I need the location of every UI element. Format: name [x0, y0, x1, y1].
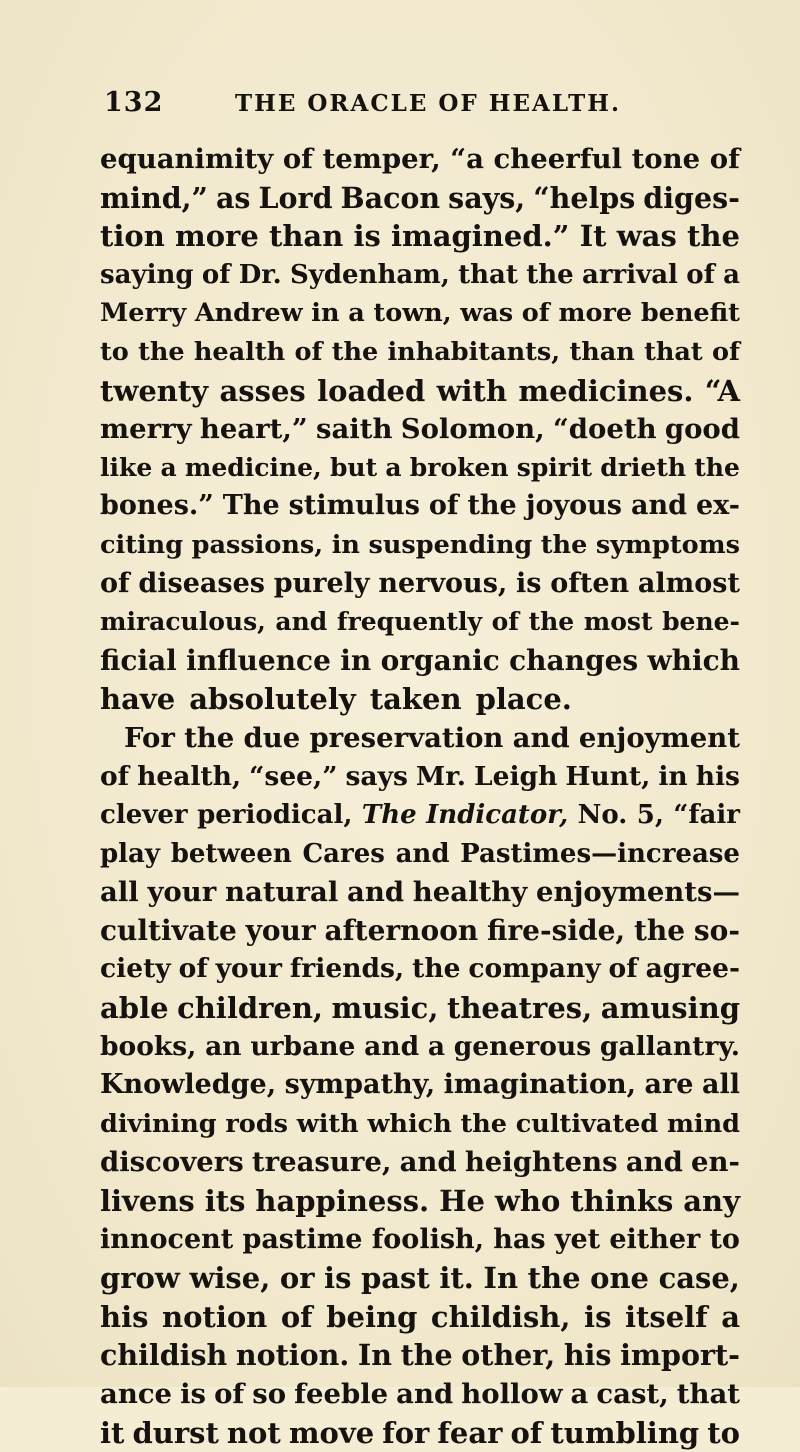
word: the [138, 336, 185, 367]
word: the [467, 490, 517, 522]
word: that [644, 336, 703, 367]
word: inhabitants, [387, 336, 561, 367]
word: play [100, 838, 161, 869]
word: agree- [645, 953, 740, 985]
word: gallantry. [599, 1030, 740, 1062]
word: an [205, 1030, 242, 1062]
word: of [428, 490, 459, 522]
word: medicine, [184, 452, 322, 482]
word: sympathy, [284, 1069, 436, 1101]
word: treasure, [251, 1146, 392, 1179]
word: livens [100, 1184, 195, 1219]
word: imagined.” [391, 219, 570, 254]
word: and [630, 490, 687, 522]
text-line [100, 1105, 740, 1144]
word: suspending [368, 529, 533, 560]
word: diges- [643, 180, 740, 215]
word: tumbling [550, 1415, 700, 1450]
word: notion. [235, 1338, 350, 1373]
text-line [100, 294, 740, 333]
word: his [695, 760, 740, 792]
word: en- [691, 1146, 740, 1179]
word: which [367, 1108, 452, 1139]
word: it [100, 1415, 125, 1450]
word: frequently [336, 607, 482, 637]
word: its [204, 1184, 246, 1219]
word: the [633, 913, 686, 947]
text-line [100, 179, 740, 218]
text-line [100, 217, 740, 256]
word: all [701, 1069, 740, 1101]
word: with [296, 1108, 359, 1139]
word: so- [693, 913, 740, 947]
word: itself [624, 1299, 708, 1334]
word: and [364, 1030, 420, 1062]
text-line [100, 1221, 740, 1260]
word: most [583, 607, 653, 637]
word: or [279, 1261, 315, 1296]
word: Hunt, [565, 760, 651, 792]
word: Dr. [238, 259, 282, 290]
word: “helps [533, 180, 636, 215]
word: the [528, 607, 575, 637]
word: mind [666, 1108, 740, 1139]
word: past [360, 1261, 430, 1296]
word: rods [225, 1108, 289, 1139]
text-line [100, 487, 740, 526]
word: innocent [100, 1223, 234, 1255]
word: who [494, 1184, 561, 1219]
word: tion [100, 219, 165, 254]
word: have [100, 682, 176, 717]
text-line [100, 642, 740, 681]
text-line [100, 565, 740, 604]
word: diseases [138, 567, 265, 599]
word: stimulus [288, 490, 420, 522]
word: to [100, 336, 129, 367]
word: joyous [525, 490, 623, 522]
word: healthy [412, 876, 528, 909]
word: than [569, 336, 635, 367]
word: in [331, 529, 360, 560]
word: “doeth [552, 413, 657, 446]
text-line [100, 140, 740, 179]
word: of [711, 336, 740, 367]
word: of [608, 953, 638, 985]
word: changes [509, 643, 639, 677]
word: equanimity [100, 143, 274, 175]
word: a [723, 259, 740, 290]
word: company [468, 953, 601, 985]
word: Bacon [340, 180, 441, 215]
word: yet [554, 1223, 601, 1255]
text-line [100, 1336, 740, 1375]
word: “fair [673, 800, 740, 831]
word: often [550, 567, 630, 599]
word: other, [461, 1338, 556, 1373]
word: being [326, 1299, 418, 1334]
word: mind,” [100, 180, 208, 215]
word: enjoyment [578, 721, 740, 754]
word: hollow [461, 1378, 563, 1410]
word: Sydenham, [289, 259, 450, 290]
word: a [427, 1030, 446, 1062]
word: childish, [430, 1299, 571, 1334]
word: the [694, 452, 740, 482]
word: in [311, 298, 340, 329]
word: a [385, 452, 402, 482]
text-line [100, 333, 740, 372]
word: the [184, 721, 235, 754]
word: merry [100, 413, 192, 446]
word: fire-side, [487, 913, 626, 947]
text-line [100, 912, 740, 951]
word: of [178, 953, 208, 985]
word: twenty [100, 373, 209, 408]
text-line [100, 1028, 740, 1067]
text-line [100, 1375, 740, 1414]
word: Leigh [473, 760, 558, 792]
word: heart,” [199, 413, 308, 446]
word: purely [273, 567, 370, 599]
word: but [329, 452, 378, 482]
text-line [100, 1182, 740, 1221]
word: happiness. [255, 1184, 430, 1219]
word: spirit [516, 452, 593, 482]
text-line [100, 372, 740, 411]
word: says, [448, 180, 526, 215]
word: that [458, 259, 518, 290]
word: of [100, 567, 130, 599]
text-line [100, 526, 740, 565]
word: theatres, [446, 991, 593, 1026]
word: as [215, 180, 251, 215]
word: saith [316, 413, 393, 446]
word: a [721, 1299, 740, 1334]
word: and [512, 721, 570, 754]
word: pastime [242, 1223, 363, 1255]
word: Lord [258, 180, 333, 215]
word: organic [380, 643, 500, 677]
word: amusing [600, 991, 740, 1026]
word: Indicator, [426, 800, 569, 831]
word: afternoon [324, 913, 479, 947]
word: of [214, 1378, 245, 1410]
word: more [558, 298, 633, 329]
word: grow [100, 1261, 180, 1296]
text-line [100, 410, 740, 449]
text-line [100, 758, 740, 797]
word: a [160, 452, 177, 482]
word: place. [475, 682, 572, 717]
word: enjoyments— [535, 876, 740, 909]
word: the [412, 953, 461, 985]
word: are [644, 1069, 694, 1101]
word: books, [100, 1030, 197, 1062]
word: was [616, 219, 677, 254]
word: health, [137, 760, 242, 792]
word: feeble [294, 1378, 389, 1410]
word: generous [453, 1030, 592, 1062]
word: arrival [581, 259, 678, 290]
word: is [180, 1378, 207, 1410]
word: is [324, 1261, 352, 1296]
word: drieth [600, 452, 687, 482]
word: benefit [640, 298, 740, 329]
word: of [294, 336, 323, 367]
word: says [345, 760, 408, 792]
word: the [540, 529, 588, 560]
word: is [584, 1299, 612, 1334]
running-title: THE ORACLE OF HEALTH. [235, 90, 622, 117]
word: Knowledge, [100, 1069, 277, 1101]
word: saying [100, 259, 194, 290]
word: between [170, 838, 292, 869]
word: like [100, 452, 153, 482]
word: “A [704, 373, 740, 408]
word: for [382, 1415, 430, 1450]
word: asses [219, 373, 306, 408]
word: citing [100, 529, 184, 560]
word: a [348, 298, 365, 329]
word: to [709, 1223, 740, 1255]
word: bones.” [100, 490, 214, 522]
word: broken [409, 452, 509, 482]
word: and [625, 1146, 683, 1179]
word: heightens [464, 1146, 618, 1179]
word: periodical, [197, 800, 353, 831]
word: discovers [100, 1146, 244, 1179]
word: all [100, 876, 139, 909]
word: cultivated [515, 1108, 659, 1139]
body-text [100, 140, 740, 1452]
word: it. [439, 1261, 474, 1296]
word: Pastimes—increase [460, 838, 740, 869]
word: than [268, 219, 344, 254]
word: foolish, [371, 1223, 485, 1255]
word: medicines. [518, 373, 694, 408]
word: miraculous, [100, 607, 266, 637]
word: the [400, 1338, 453, 1373]
word: your [147, 876, 217, 909]
word: in [658, 760, 688, 792]
word: 5, [636, 800, 664, 831]
word: and [396, 1378, 454, 1410]
word: absolutely [189, 682, 356, 717]
word: “a [450, 143, 484, 175]
word: any [683, 1184, 740, 1219]
word: not [226, 1415, 281, 1450]
word: music, [331, 991, 439, 1026]
word: good [664, 413, 740, 446]
word: clever [100, 800, 188, 831]
text-line [100, 873, 740, 912]
text-line [100, 256, 740, 295]
word: bene- [662, 607, 740, 637]
word: taken [369, 682, 462, 717]
word: case, [658, 1261, 740, 1296]
word: thinks [570, 1184, 674, 1219]
text-line [100, 680, 740, 719]
word: cheerful [493, 143, 623, 175]
word: Andrew [194, 298, 303, 329]
word: almost [637, 567, 740, 599]
word: due [243, 721, 301, 754]
word: No. [577, 800, 628, 831]
word: is [516, 567, 542, 599]
word: the [526, 259, 574, 290]
word: in [340, 643, 372, 677]
word: has [493, 1223, 546, 1255]
word: move [288, 1415, 375, 1450]
word: For [124, 721, 175, 754]
text-line [100, 1259, 740, 1298]
word: temper, [322, 143, 441, 175]
word: symptoms [595, 529, 740, 560]
word: so [252, 1378, 287, 1410]
word: durst [132, 1415, 219, 1450]
word: preservation [309, 721, 504, 754]
word: the [460, 1108, 508, 1139]
word: of [521, 298, 550, 329]
word: Solomon, [400, 413, 545, 446]
word: ance [100, 1378, 173, 1410]
word: of [510, 1415, 543, 1450]
word: that [676, 1378, 740, 1410]
word: childish [100, 1338, 228, 1373]
word: He [439, 1184, 485, 1219]
word: notion [162, 1299, 268, 1334]
word: town, [373, 298, 452, 329]
word: passions, [191, 529, 324, 560]
running-head [104, 87, 704, 123]
word: of [201, 259, 231, 290]
word: The [222, 490, 280, 522]
word: your [245, 913, 316, 947]
word: wise, [189, 1261, 271, 1296]
word: and [275, 607, 328, 637]
word: fear [437, 1415, 503, 1450]
word: loaded [317, 373, 426, 408]
word: In [483, 1261, 519, 1296]
word: ficial [100, 643, 177, 677]
word: Mr. [415, 760, 466, 792]
word: to [707, 1415, 740, 1450]
text-line [100, 603, 740, 642]
word: and [399, 1146, 457, 1179]
word: his [100, 1299, 149, 1334]
word: of [280, 1299, 313, 1334]
word: and [347, 876, 405, 909]
word: of [686, 259, 715, 290]
word: The [361, 800, 417, 831]
word: the [527, 1261, 581, 1296]
word: the [686, 219, 740, 254]
word: cast, [596, 1378, 669, 1410]
word: ciety [100, 953, 171, 985]
word: is [353, 219, 381, 254]
word: natural [225, 876, 339, 909]
word: of [282, 143, 313, 175]
text-line [100, 1414, 740, 1452]
word: either [609, 1223, 701, 1255]
word: of [491, 607, 519, 637]
word: nervous, [378, 567, 508, 599]
text-line [100, 1143, 740, 1182]
page-number: 132 [104, 87, 164, 118]
word: the [331, 336, 379, 367]
text-line [100, 835, 740, 874]
word: ex- [695, 490, 740, 522]
word: a [570, 1378, 589, 1410]
word: friends, [289, 953, 405, 985]
word: tone [631, 143, 701, 175]
word: able [100, 991, 169, 1026]
word: and [395, 838, 450, 869]
word: It [579, 219, 607, 254]
word: Merry [100, 298, 187, 329]
word: influence [186, 643, 331, 677]
text-line [100, 796, 740, 835]
text-line [100, 950, 740, 989]
text-line [100, 449, 740, 488]
word: children, [177, 991, 324, 1026]
word: import- [620, 1338, 740, 1373]
word: of [709, 143, 740, 175]
word: one [590, 1261, 649, 1296]
word: health [193, 336, 286, 367]
word: more [175, 219, 259, 254]
word: of [100, 760, 130, 792]
word: his [563, 1338, 612, 1373]
word: with [436, 373, 508, 408]
word: Cares [302, 838, 385, 869]
word: urbane [250, 1030, 356, 1062]
word: In [357, 1338, 392, 1373]
word: your [215, 953, 282, 985]
text-line [100, 989, 740, 1028]
text-line [100, 1298, 740, 1337]
text-line [100, 1066, 740, 1105]
word: which [647, 643, 740, 677]
word: imagination, [443, 1069, 636, 1101]
word: “see,” [249, 760, 338, 792]
text-line [100, 719, 740, 758]
word: divining [100, 1108, 217, 1139]
word: cultivate [100, 913, 237, 947]
word: was [460, 298, 514, 329]
